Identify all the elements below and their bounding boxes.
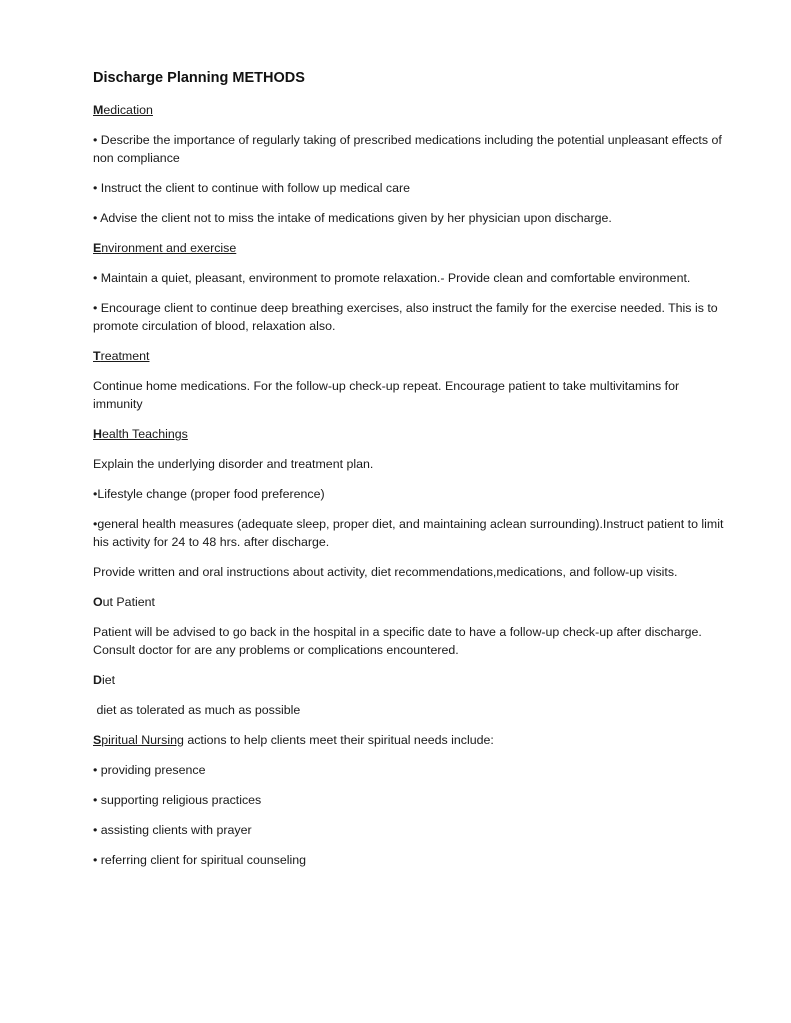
section-heading-text: nvironment and exercise: [101, 241, 237, 255]
section-heading-text: reatment: [100, 349, 150, 363]
list-item: • assisting clients with prayer: [93, 823, 252, 837]
list-item: • providing presence: [93, 763, 206, 777]
list-item: • supporting religious practices: [93, 793, 262, 807]
paragraph: diet as tolerated as much as possible: [93, 703, 301, 717]
paragraph: Continue home medications. For the follow-up check-up repeat. Encourage patient to take multivitamins for immunity: [93, 379, 680, 411]
section-heading: [93, 593, 731, 611]
section-initial: O: [93, 595, 103, 609]
paragraph: •Lifestyle change (proper food preference): [93, 487, 325, 501]
section-health-teachings: [93, 425, 731, 581]
section-heading-text: piritual Nursing: [101, 733, 184, 747]
paragraph: • Maintain a quiet, pleasant, environment to promote relaxation.- Provide clean and comfortable environment.: [93, 271, 691, 285]
section-heading: [93, 239, 731, 257]
section-initial: H: [93, 427, 102, 441]
section-heading: [93, 347, 731, 365]
section-initial: E: [93, 241, 102, 255]
section-initial: D: [93, 673, 102, 687]
list-item: • referring client for spiritual counseling: [93, 853, 307, 867]
section-spiritual-nursing: [93, 731, 731, 869]
paragraph: Explain the underlying disorder and treatment plan.: [93, 457, 374, 471]
section-initial: M: [93, 103, 104, 117]
section-heading-text: iet: [101, 673, 116, 687]
section-treatment: [93, 347, 731, 413]
section-heading-text: ut Patient: [102, 595, 155, 609]
paragraph: • Instruct the client to continue with follow up medical care: [93, 181, 411, 195]
paragraph: Provide written and oral instructions about activity, diet recommendations,medications, and follow-up visits.: [93, 565, 678, 579]
section-medication: [93, 101, 731, 227]
document-title: Discharge Planning METHODS: [93, 70, 305, 86]
paragraph: • Advise the client not to miss the intake of medications given by her physician upon discharge.: [93, 211, 612, 225]
section-initial: S: [93, 733, 102, 747]
section-heading: [93, 671, 731, 689]
paragraph: • Describe the importance of regularly taking of prescribed medications including the potential unpleasant effects of non compliance: [93, 133, 722, 165]
section-environment: [93, 239, 731, 335]
section-heading-text: ealth Teachings: [101, 427, 188, 441]
section-heading-suffix: actions to help clients meet their spiritual needs include:: [183, 733, 494, 747]
section-heading: [93, 731, 731, 749]
paragraph: • Encourage client to continue deep breathing exercises, also instruct the family for the exercise needed. This is to promote circulation of blood, relaxation also.: [93, 301, 718, 333]
paragraph: •general health measures (adequate sleep, proper diet, and maintaining aclean surrounding).Instruct patient to limit his activity for 24 to 48 hrs. after discharge.: [93, 517, 724, 549]
paragraph: Patient will be advised to go back in the hospital in a specific date to have a follow-up check-up after discharge. Consult doctor for are any problems or complications encountered.: [93, 625, 702, 657]
section-heading-text: edication: [103, 103, 153, 117]
section-heading: [93, 425, 731, 443]
section-diet: [93, 671, 731, 719]
section-initial: T: [93, 349, 101, 363]
section-out-patient: [93, 593, 731, 659]
section-heading: [93, 101, 731, 119]
